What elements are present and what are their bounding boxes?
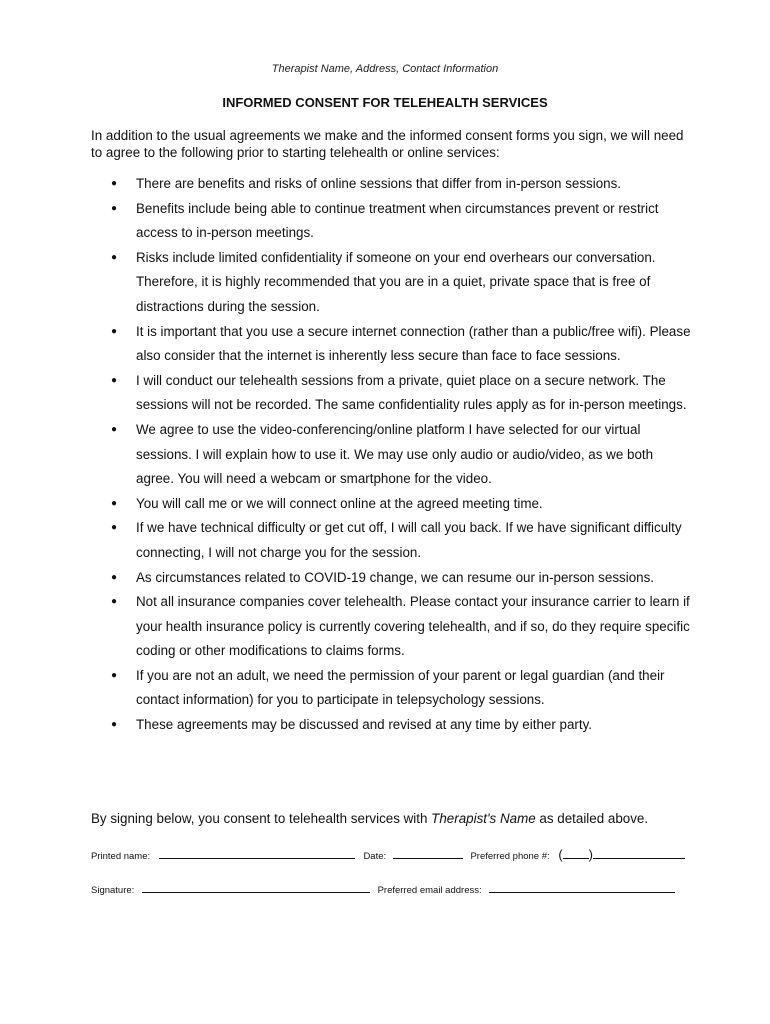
bullet-text: Not all insurance companies cover telehealth. Please contact your insurance carrier to learn if your health insurance policy is currently covering telehealth, and if so, do they require specific coding or other modifications to claims forms. bbox=[136, 594, 690, 659]
email-label: Preferred email address: bbox=[377, 885, 482, 896]
bullet-icon: ● bbox=[111, 571, 118, 583]
list-item bbox=[91, 590, 691, 664]
bullet-text: As circumstances related to COVID-19 change, we can resume our in-person sessions. bbox=[136, 569, 655, 585]
bullet-icon: ● bbox=[111, 596, 118, 608]
list-item bbox=[91, 197, 691, 246]
list-item bbox=[91, 713, 691, 738]
signature-label: Signature: bbox=[91, 885, 135, 896]
intro-paragraph: In addition to the usual agreements we make and the informed consent forms you sign, we will need to agree to the following prior to starting telehealth or online services: bbox=[91, 128, 684, 160]
consent-statement-end: as detailed above. bbox=[535, 811, 649, 826]
phone-paren-open: ( bbox=[558, 847, 563, 862]
bullet-icon: ● bbox=[111, 669, 118, 681]
bullet-icon: ● bbox=[111, 374, 118, 386]
signature-field[interactable] bbox=[142, 882, 370, 893]
email-field[interactable] bbox=[489, 882, 675, 893]
bullet-icon: ● bbox=[111, 497, 118, 509]
therapist-info-header: Therapist Name, Address, Contact Information bbox=[271, 63, 499, 75]
bullet-text: If you are not an adult, we need the permission of your parent or legal guardian (and their contact information) for you to participate in telepsychology sessions. bbox=[136, 667, 665, 708]
bullet-icon: ● bbox=[111, 325, 118, 337]
bullet-icon: ● bbox=[111, 522, 118, 534]
bullet-icon: ● bbox=[111, 178, 118, 189]
phone-label: Preferred phone #: bbox=[470, 851, 550, 862]
consent-bullet-list bbox=[91, 172, 691, 738]
phone-area-code-field[interactable] bbox=[563, 848, 589, 859]
bullet-text: We agree to use the video-conferencing/online platform I have selected for our virtual sessions. I will explain how to use it. We may use only audio or audio/video, as we both agree. You will need a webcam or smartphone for the video. bbox=[136, 421, 654, 487]
printed-name-label: Printed name: bbox=[91, 851, 151, 862]
bullet-text: These agreements may be discussed and revised at any time by either party. bbox=[136, 717, 593, 733]
bullet-icon: ● bbox=[111, 202, 118, 214]
bullet-text: If we have technical difficulty or get cut off, I will call you back. If we have significant difficulty connecting, I will not charge you for the session. bbox=[136, 520, 682, 560]
bullet-icon: ● bbox=[111, 423, 118, 435]
list-item bbox=[91, 369, 691, 418]
therapist-name-placeholder: Therapist's Name bbox=[431, 811, 536, 826]
list-item bbox=[91, 246, 691, 320]
consent-statement-start: By signing below, you consent to telehealth services with bbox=[91, 811, 432, 826]
list-item bbox=[91, 516, 691, 565]
bullet-text: Benefits include being able to continue treatment when circumstances prevent or restrict access to in-person meetings. bbox=[136, 200, 659, 241]
consent-statement bbox=[91, 811, 691, 826]
list-item bbox=[91, 664, 691, 713]
bullet-text: I will conduct our telehealth sessions from a private, quiet place on a secure network. The sessions will not be recorded. The same confidentiality rules apply as for in-person meetings. bbox=[136, 372, 687, 413]
signature-email-row bbox=[91, 882, 675, 896]
phone-paren-close: ) bbox=[588, 847, 593, 862]
list-item bbox=[91, 566, 691, 591]
name-date-phone-row bbox=[91, 847, 685, 862]
document-title: INFORMED CONSENT FOR TELEHEALTH SERVICES bbox=[222, 95, 548, 110]
bullet-text: There are benefits and risks of online sessions that differ from in-person sessions. bbox=[136, 176, 622, 191]
date-label: Date: bbox=[363, 851, 387, 862]
bullet-text: You will call me or we will connect online at the agreed meeting time. bbox=[136, 495, 543, 511]
bullet-icon: ● bbox=[111, 251, 118, 263]
list-item bbox=[91, 320, 691, 369]
list-item bbox=[91, 172, 691, 197]
list-item bbox=[91, 492, 691, 517]
date-field[interactable] bbox=[393, 848, 463, 859]
printed-name-field[interactable] bbox=[159, 848, 355, 859]
list-item bbox=[91, 418, 691, 492]
bullet-text: It is important that you use a secure internet connection (rather than a public/free wifi). Please also consider that the internet is inherently less secure than face to face sessions. bbox=[136, 323, 691, 364]
bullet-icon: ● bbox=[111, 719, 118, 731]
bullet-text: Risks include limited confidentiality if someone on your end overhears our conversation. Therefore, it is highly recommended that you are in a quiet, private space that is free of distractions during the session. bbox=[136, 249, 656, 314]
phone-number-field[interactable] bbox=[593, 848, 685, 859]
